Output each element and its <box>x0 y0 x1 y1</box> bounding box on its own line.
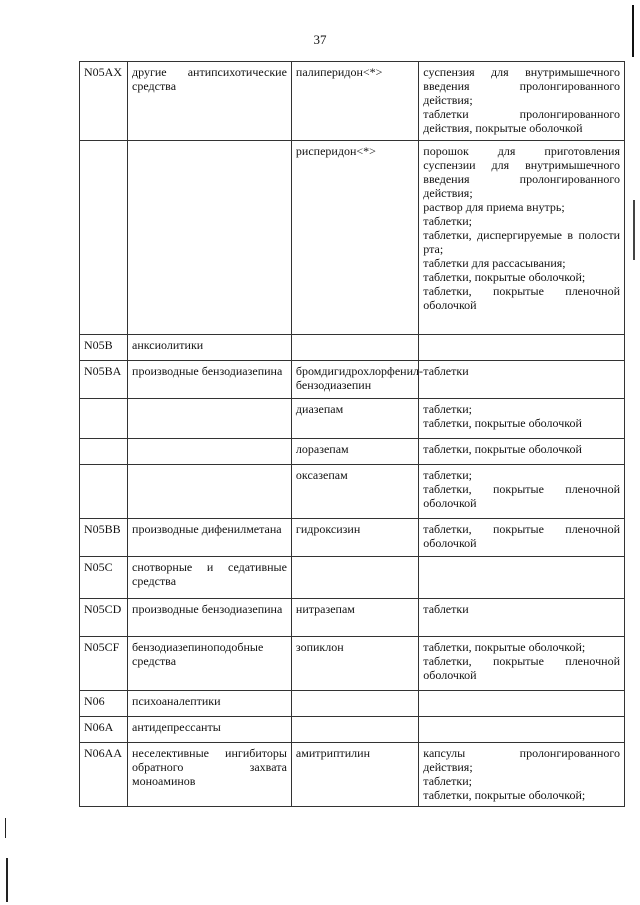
dosage-form-item: таблетки для рассасывания; <box>423 256 566 270</box>
page-edge-mark <box>5 818 6 838</box>
drug-name-cell <box>291 717 418 743</box>
table-row <box>80 399 625 439</box>
table-row <box>80 62 625 141</box>
atc-code-cell <box>80 439 128 465</box>
drug-name-cell: зопиклон <box>291 637 418 691</box>
dosage-form-item: таблетки; <box>423 402 472 416</box>
dosage-forms-cell <box>419 62 625 141</box>
drug-name-cell: палиперидон<*> <box>291 62 418 141</box>
group-name-cell: неселективные ингибиторы обратного захвата моноаминов <box>128 743 292 807</box>
table-row <box>80 335 625 361</box>
dosage-forms-cell <box>419 439 625 465</box>
dosage-form-item: суспензия для внутримышечного введения пролонгированного действия; <box>423 65 620 107</box>
dosage-forms-cell <box>419 141 625 335</box>
dosage-form-item: порошок для приготовления суспензии для внутримышечного введения пролонгированного действия; <box>423 144 620 200</box>
atc-code-cell <box>80 399 128 439</box>
table-row <box>80 439 625 465</box>
drug-name-cell: амитриптилин <box>291 743 418 807</box>
dosage-form-item: таблетки <box>423 364 469 378</box>
table-row <box>80 361 625 399</box>
table-row <box>80 599 625 637</box>
dosage-forms-cell <box>419 691 625 717</box>
drug-table <box>79 61 625 807</box>
atc-code-cell: N06A <box>80 717 128 743</box>
drug-name-cell: бромдигидрохлорфенил-бензодиазепин <box>291 361 418 399</box>
drug-name-cell: диазепам <box>291 399 418 439</box>
group-name-cell: снотворные и седативные средства <box>128 557 292 599</box>
drug-name-cell: оксазепам <box>291 465 418 519</box>
dosage-forms-cell <box>419 519 625 557</box>
dosage-forms-cell <box>419 599 625 637</box>
atc-code-cell <box>80 141 128 335</box>
drug-name-cell: рисперидон<*> <box>291 141 418 335</box>
group-name-cell: психоаналептики <box>128 691 292 717</box>
group-name-cell: производные бензодиазепина <box>128 361 292 399</box>
group-name-cell: бензодиазепиноподобные средства <box>128 637 292 691</box>
table-row <box>80 141 625 335</box>
table-row <box>80 465 625 519</box>
atc-code-cell: N06 <box>80 691 128 717</box>
drug-name-cell: нитразепам <box>291 599 418 637</box>
dosage-form-item: таблетки, покрытые пленочной оболочкой <box>423 654 620 682</box>
drug-name-cell: гидроксизин <box>291 519 418 557</box>
dosage-form-item: таблетки, покрытые оболочкой <box>423 416 582 430</box>
group-name-cell: антидепрессанты <box>128 717 292 743</box>
dosage-forms-cell <box>419 637 625 691</box>
atc-code-cell: N05C <box>80 557 128 599</box>
atc-code-cell: N05CF <box>80 637 128 691</box>
dosage-form-item: таблетки; <box>423 468 472 482</box>
dosage-forms-cell <box>419 335 625 361</box>
group-name-cell: другие антипсихотические средства <box>128 62 292 141</box>
group-name-cell: анксиолитики <box>128 335 292 361</box>
dosage-form-item: таблетки, покрытые пленочной оболочкой <box>423 482 620 510</box>
dosage-forms-cell <box>419 717 625 743</box>
atc-code-cell: N05BB <box>80 519 128 557</box>
dosage-form-item: таблетки, покрытые пленочной оболочкой <box>423 284 620 312</box>
atc-code-cell: N05AX <box>80 62 128 141</box>
drug-name-cell <box>291 691 418 717</box>
group-name-cell <box>128 141 292 335</box>
dosage-forms-cell <box>419 557 625 599</box>
table-row <box>80 743 625 807</box>
group-name-cell <box>128 439 292 465</box>
page-edge-mark <box>6 858 8 902</box>
atc-code-cell: N05CD <box>80 599 128 637</box>
group-name-cell: производные дифенилметана <box>128 519 292 557</box>
dosage-form-item: таблетки; <box>423 774 472 788</box>
dosage-form-item: таблетки, диспергируемые в полости рта; <box>423 228 620 256</box>
dosage-form-item: таблетки, покрытые оболочкой; <box>423 788 586 802</box>
dosage-forms-cell <box>419 465 625 519</box>
dosage-form-item: таблетки, покрытые пленочной оболочкой <box>423 522 620 550</box>
dosage-form-item: таблетки, покрытые оболочкой; <box>423 640 586 654</box>
table-row <box>80 717 625 743</box>
dosage-form-item: раствор для приема внутрь; <box>423 200 565 214</box>
page-number: 37 <box>313 32 327 47</box>
atc-code-cell: N05BA <box>80 361 128 399</box>
dosage-form-item: капсулы пролонгированного действия; <box>423 746 620 774</box>
dosage-form-item: таблетки пролонгированного действия, покрытые оболочкой <box>423 107 620 135</box>
dosage-form-item: таблетки, покрытые оболочкой <box>423 442 582 456</box>
drug-name-cell: лоразепам <box>291 439 418 465</box>
dosage-forms-cell <box>419 399 625 439</box>
drug-name-cell <box>291 557 418 599</box>
dosage-forms-cell <box>419 361 625 399</box>
dosage-form-item: таблетки; <box>423 214 472 228</box>
dosage-form-item: таблетки <box>423 602 469 616</box>
group-name-cell <box>128 399 292 439</box>
page-edge-mark <box>632 5 634 57</box>
table-row <box>80 691 625 717</box>
atc-code-cell: N06AA <box>80 743 128 807</box>
atc-code-cell: N05B <box>80 335 128 361</box>
page-edge-mark <box>633 200 635 260</box>
group-name-cell <box>128 465 292 519</box>
table-row <box>80 637 625 691</box>
table-row <box>80 557 625 599</box>
table-row <box>80 519 625 557</box>
dosage-form-item: таблетки, покрытые оболочкой; <box>423 270 586 284</box>
group-name-cell: производные бензодиазепина <box>128 599 292 637</box>
dosage-forms-cell <box>419 743 625 807</box>
atc-code-cell <box>80 465 128 519</box>
drug-name-cell <box>291 335 418 361</box>
